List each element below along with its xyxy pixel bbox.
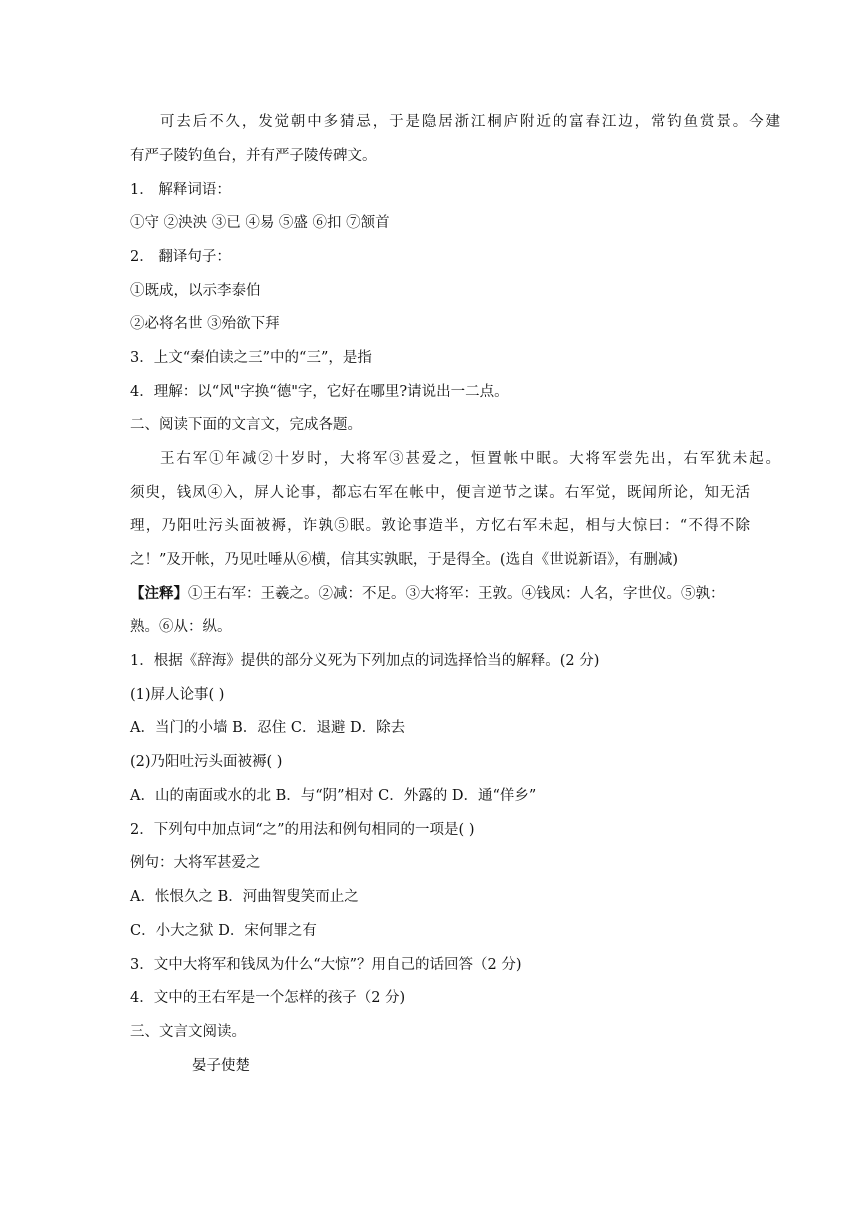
notes-line xyxy=(130,584,750,604)
passage-line: 之！”及开帐，乃见吐唾从⑥横，信其实孰眠，于是得全。(选自《世说新语》，有删减) xyxy=(130,552,678,568)
question-2-sentence-a: ①既成，以示李泰伯 xyxy=(130,283,261,299)
question-2: 2．下列句中加点词“之”的用法和例句相同的一项是( ) xyxy=(130,822,475,838)
question-3: 3．上文“秦伯读之三”中的“三”，是指 xyxy=(130,350,372,366)
question-2-sentence-b: ②必将名世 ③殆欲下拜 xyxy=(130,316,280,332)
question-3: 3．文中大将军和钱凤为什么“大惊”？用自己的话回答（2 分) xyxy=(130,957,522,973)
passage-line: 可去后不久，发觉朝中多猜忌，于是隐居浙江桐庐附近的富春江边，常钓鱼赏景。今建 xyxy=(160,114,780,130)
question-2-options-ab: A．怅恨久之 B．河曲智叟笑而止之 xyxy=(130,889,359,905)
question-1-part-2-options: A．山的南面或水的北 B．与“阴”相对 C．外露的 D．通“佯乡” xyxy=(130,788,537,804)
question-1-items: ①守 ②泱泱 ③已 ④易 ⑤盛 ⑥扣 ⑦颔首 xyxy=(130,215,390,231)
question-1: 1． 解释词语： xyxy=(130,182,231,198)
question-4: 4．文中的王右军是一个怎样的孩子（2 分) xyxy=(130,990,406,1006)
question-1-part-1-options: A．当门的小墙 B．忍住 C．退避 D．除去 xyxy=(130,720,406,736)
passage-title: 晏子使楚 xyxy=(192,1058,250,1074)
passage-line: 王右军①年减②十岁时，大将军③甚爱之，恒置帐中眠。大将军尝先出，右军犹未起。 xyxy=(160,451,780,467)
section-3-heading: 三、文言文阅读。 xyxy=(130,1024,246,1040)
notes-label: 【注释】 xyxy=(130,585,188,602)
question-1-part-2: (2)乃阳吐污头面被褥( ) xyxy=(130,754,283,770)
question-1-part-1: (1)屏人论事( ) xyxy=(130,687,225,703)
passage-line: 须臾，钱凤④入，屏人论事，都忘右军在帐中，便言逆节之谋。右军觉，既闻所论，知无活 xyxy=(130,485,750,501)
passage-line: 理，乃阳吐污头面被褥，诈孰⑤眠。敦论事造半，方忆右军未起，相与大惊曰：“不得不除 xyxy=(130,518,750,534)
question-2: 2． 翻译句子： xyxy=(130,249,231,265)
question-4: 4．理解：以“风"字换“德"字，它好在哪里?请说出一二点。 xyxy=(130,384,509,400)
question-2-options-cd: C．小大之狱 D．宋何罪之有 xyxy=(130,923,317,939)
passage-line: 有严子陵钓鱼台，并有严子陵传碑文。 xyxy=(130,148,377,164)
question-2-example: 例句：大将军甚爱之 xyxy=(130,855,261,871)
question-1: 1．根据《辞海》提供的部分义死为下列加点的词选择恰当的解释。(2 分) xyxy=(130,653,600,669)
section-2-heading: 二、阅读下面的文言文，完成各题。 xyxy=(130,417,362,433)
notes-text: ①王右军：王羲之。②减：不足。③大将军：王敦。④钱凤：人名，字世仪。⑤孰： xyxy=(188,586,725,602)
notes-line: 熟。⑥从：纵。 xyxy=(130,619,232,635)
